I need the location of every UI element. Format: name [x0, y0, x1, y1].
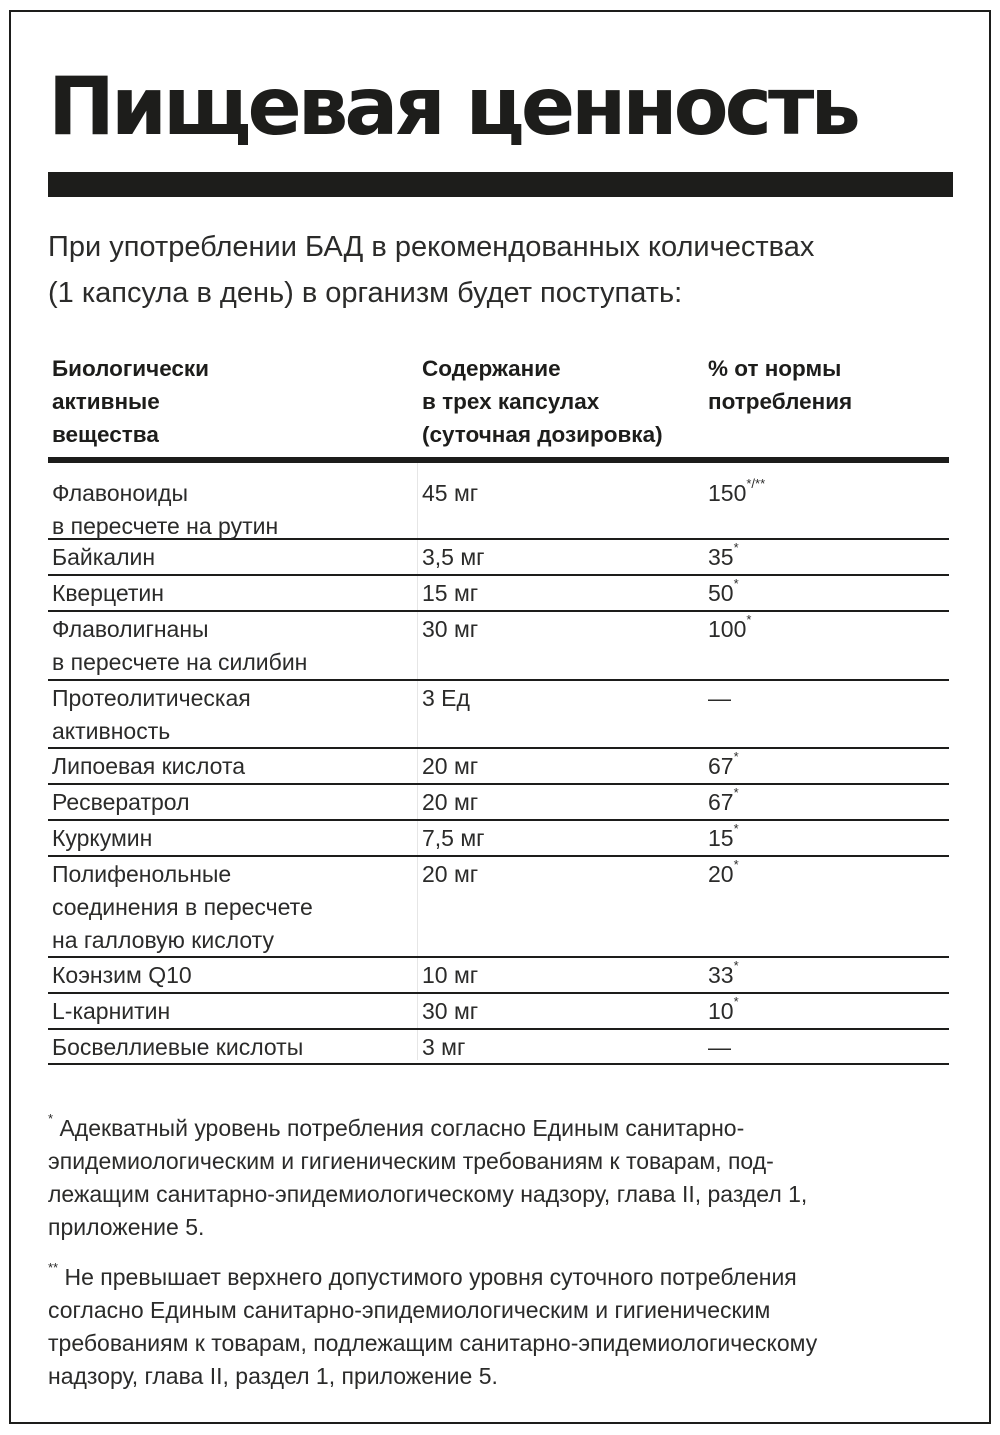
nutrition-table: [48, 463, 949, 1065]
substance-name: [52, 477, 278, 543]
amount-cell: 30 мг: [422, 616, 479, 642]
table-row: [48, 857, 949, 958]
percent-value: 67: [708, 753, 734, 779]
percent-value: 67: [708, 789, 734, 815]
footnote-mark: *: [48, 1111, 54, 1127]
footnote-line: приложение 5.: [48, 1214, 205, 1240]
name-line: Коэнзим Q10: [52, 962, 192, 988]
header-line: % от нормы: [708, 356, 842, 381]
header-line: потребления: [708, 389, 853, 414]
table-row: [48, 540, 949, 576]
name-line: Байкалин: [52, 544, 156, 570]
footnote-line: требованиям к товарам, подлежащим санитарно-эпидемиологическому: [48, 1330, 818, 1356]
substance-name: [52, 1031, 303, 1064]
footnote-line: лежащим санитарно-эпидемиологическому надзору, глава II, раздел 1,: [48, 1181, 808, 1207]
amount-cell: 7,5 мг: [422, 825, 485, 851]
table-row: [48, 612, 949, 681]
percent-cell: [708, 1031, 731, 1064]
header-line: в трех капсулах: [422, 389, 600, 414]
percent-value: 150: [708, 480, 747, 506]
title-underline-bar: [48, 172, 953, 197]
percent-cell: [708, 995, 739, 1028]
percent-value: 33: [708, 962, 734, 988]
amount-cell: 15 мг: [422, 580, 479, 606]
table-row: [48, 749, 949, 785]
footnote-mark: *: [733, 576, 739, 592]
percent-cell: [708, 786, 739, 819]
percent-cell: [708, 682, 731, 715]
name-line: Флавоноиды: [52, 480, 188, 506]
percent-value: —: [708, 1034, 731, 1060]
column-header-substances: [52, 352, 209, 451]
percent-value: 50: [708, 580, 734, 606]
percent-value: 15: [708, 825, 734, 851]
substance-name: [52, 959, 192, 992]
footnote-mark: *: [733, 540, 739, 556]
footnote-mark: */**: [746, 476, 766, 492]
percent-value: 100: [708, 616, 747, 642]
name-line: в пересчете на рутин: [52, 513, 279, 539]
substance-name: [52, 613, 307, 679]
percent-value: —: [708, 685, 731, 711]
substance-name: [52, 822, 152, 855]
amount-cell: 20 мг: [422, 861, 479, 887]
amount-cell: 20 мг: [422, 753, 479, 779]
percent-cell: [708, 750, 739, 783]
footnote-mark: *: [733, 821, 739, 837]
table-row: [48, 821, 949, 857]
name-line: Полифенольные: [52, 861, 232, 887]
table-row: [48, 958, 949, 994]
table-row: [48, 681, 949, 749]
footnote-text: Не превышает верхнего допустимого уровня суточного потребления: [64, 1264, 797, 1290]
percent-value: 35: [708, 544, 734, 570]
intro-line: (1 капсула в день) в организм будет поступать:: [48, 277, 683, 309]
footnote-mark: *: [733, 958, 739, 974]
footnote-line: эпидемиологическим и гигиеническим требованиям к товарам, под-: [48, 1148, 774, 1174]
footnote-text: Адекватный уровень потребления согласно Единым санитарно-: [59, 1115, 745, 1141]
amount-cell: 30 мг: [422, 998, 479, 1024]
header-line: вещества: [52, 422, 159, 447]
percent-cell: [708, 822, 739, 855]
percent-cell: [708, 959, 739, 992]
header-line: активные: [52, 389, 160, 414]
table-row: [48, 463, 949, 540]
column-header-content: [422, 352, 663, 451]
substance-name: [52, 995, 170, 1028]
name-line: в пересчете на силибин: [52, 649, 308, 675]
header-line: (суточная дозировка): [422, 422, 663, 447]
name-line: на галловую кислоту: [52, 927, 274, 953]
name-line: Ресвератрол: [52, 789, 190, 815]
percent-value: 10: [708, 998, 734, 1024]
percent-value: 20: [708, 861, 734, 887]
amount-cell: 45 мг: [422, 480, 479, 506]
substance-name: [52, 786, 189, 819]
name-line: Куркумин: [52, 825, 153, 851]
percent-cell: [708, 541, 739, 574]
footnote-line: [48, 1112, 948, 1145]
name-line: Кверцетин: [52, 580, 164, 606]
percent-cell: [708, 577, 739, 610]
amount-cell: 10 мг: [422, 962, 479, 988]
percent-cell: [708, 613, 751, 646]
table-row: [48, 994, 949, 1030]
footnote-line: [48, 1261, 948, 1294]
name-line: активность: [52, 718, 171, 744]
substance-name: [52, 577, 164, 610]
amount-cell: 20 мг: [422, 789, 479, 815]
column-header-percent: [708, 352, 852, 418]
substance-name: [52, 682, 251, 748]
percent-cell: [708, 477, 765, 510]
name-line: Босвеллиевые кислоты: [52, 1034, 304, 1060]
amount-cell: 3,5 мг: [422, 544, 485, 570]
table-row: [48, 785, 949, 821]
name-line: Липоевая кислота: [52, 753, 246, 779]
footnotes: [48, 1112, 948, 1410]
name-line: соединения в пересчете: [52, 894, 313, 920]
amount-cell: 3 мг: [422, 1034, 466, 1060]
footnote-mark: *: [733, 749, 739, 765]
substance-name: [52, 750, 245, 783]
name-line: Протеолитическая: [52, 685, 251, 711]
amount-cell: 3 Ед: [422, 685, 470, 711]
footnote-mark: *: [733, 857, 739, 873]
intro-text: [48, 224, 968, 316]
intro-line: При употреблении БАД в рекомендованных количествах: [48, 231, 815, 263]
footnote-line: надзору, глава II, раздел 1, приложение 5.: [48, 1363, 498, 1389]
footnote-mark: *: [733, 785, 739, 801]
footnote-mark: *: [733, 994, 739, 1010]
table-row: [48, 576, 949, 612]
page-title: Пищевая ценность: [48, 60, 857, 153]
footnote: [48, 1261, 948, 1393]
percent-cell: [708, 858, 739, 891]
footnote-mark: **: [48, 1260, 59, 1276]
header-line: Биологически: [52, 356, 210, 381]
substance-name: [52, 541, 155, 574]
name-line: L-карнитин: [52, 998, 171, 1024]
footnote-line: согласно Единым санитарно-эпидемиологическим и гигиеническим: [48, 1297, 771, 1323]
substance-name: [52, 858, 313, 957]
footnote-mark: *: [746, 612, 752, 628]
table-row: [48, 1030, 949, 1065]
header-line: Содержание: [422, 356, 561, 381]
footnote: [48, 1112, 948, 1244]
name-line: Флаволигнаны: [52, 616, 209, 642]
